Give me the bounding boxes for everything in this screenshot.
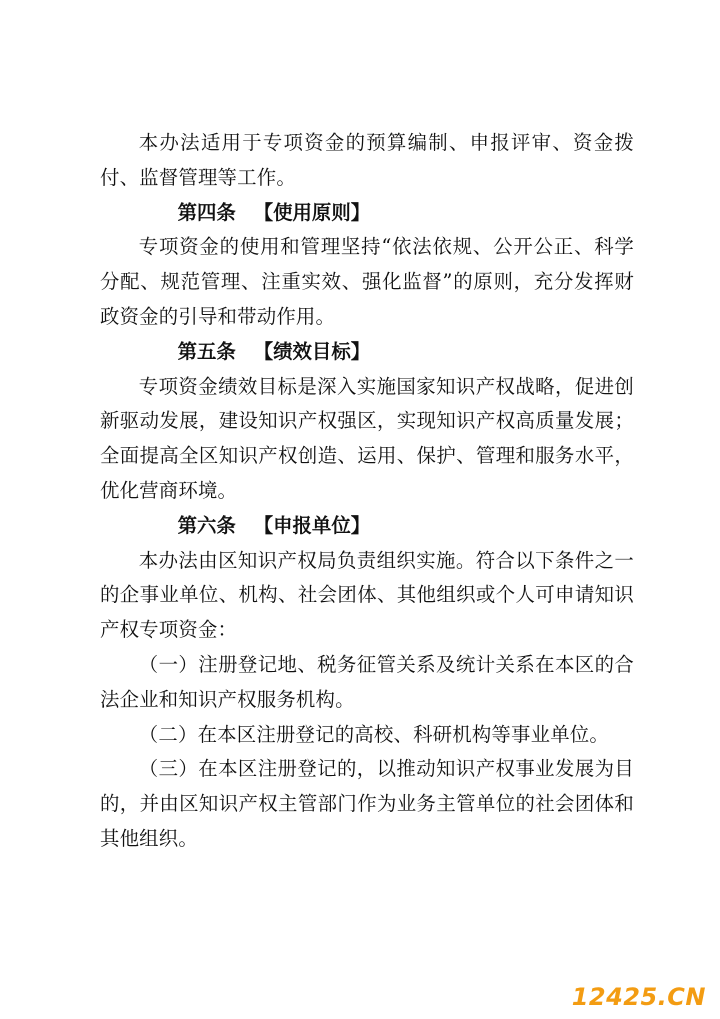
paragraph-principles: 专项资金的使用和管理坚持“依法依规、公开公正、科学分配、规范管理、注重实效、强化监督”的原则，充分发挥财政资金的引导和带动作用。 xyxy=(100,235,634,328)
paragraph-applicants: 本办法由区知识产权局负责组织实施。符合以下条件之一的企事业单位、机构、社会团体、其他组织或个人可申请知识产权专项资金： xyxy=(100,548,634,642)
article-number: 第六条 xyxy=(177,513,236,537)
paragraph-item-3: （三）在本区注册登记的，以推动知识产权事业发展为目的，并由区知识产权主管部门作为业务主管单位的社会团体和其他组织。 xyxy=(100,757,634,850)
paragraph-item-1: （一）注册登记地、税务征管关系及统计关系在本区的合法企业和知识产权服务机构。 xyxy=(100,652,634,711)
article-4-heading xyxy=(100,196,634,231)
article-title: 【申报单位】 xyxy=(253,513,371,537)
article-title: 【绩效目标】 xyxy=(253,339,371,363)
paragraph-goals: 专项资金绩效目标是深入实施国家知识产权战略，促进创新驱动发展，建设知识产权强区，实现知识产权高质量发展；全面提高全区知识产权创造、运用、保护、管理和服务水平，优化营商环境。 xyxy=(100,374,634,502)
article-number: 第四条 xyxy=(177,200,236,224)
article-number: 第五条 xyxy=(177,339,236,363)
document-body xyxy=(100,126,634,857)
paragraph-scope: 本办法适用于专项资金的预算编制、申报评审、资金拨付、监督管理等工作。 xyxy=(100,131,634,189)
article-6-heading xyxy=(100,509,634,544)
article-5-heading xyxy=(100,335,634,370)
article-title: 【使用原则】 xyxy=(253,200,371,224)
site-watermark: 12425.CN xyxy=(571,983,706,1011)
paragraph-item-2: （二）在本区注册登记的高校、科研机构等事业单位。 xyxy=(138,722,609,746)
